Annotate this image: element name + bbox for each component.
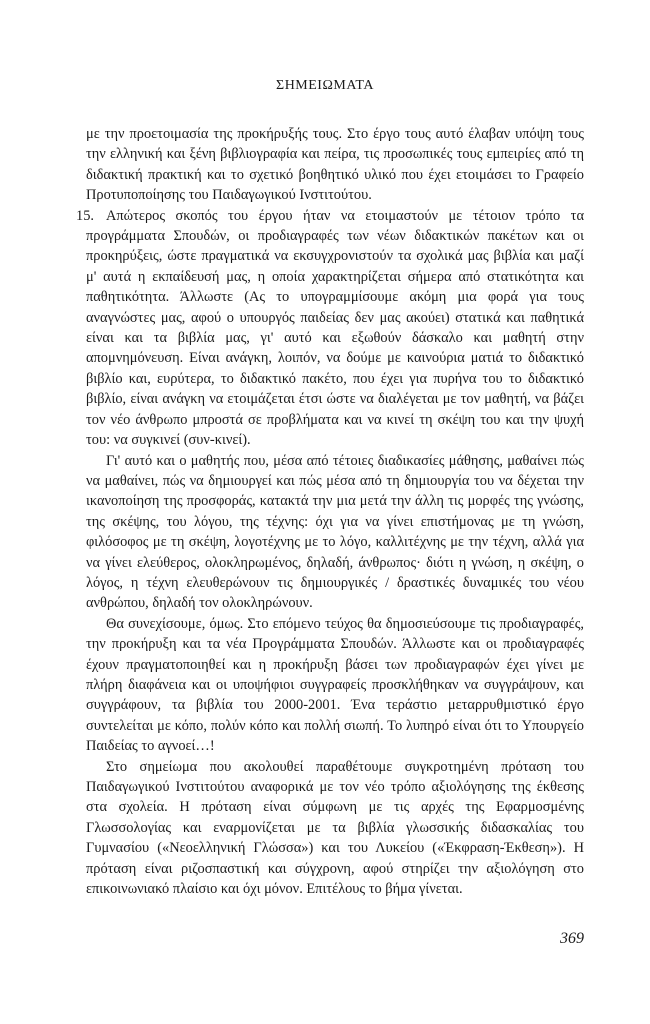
paragraph-continue: Θα συνεχίσουμε, όμως. Στο επόμενο τεύχος θα δημοσιεύσουμε τις προδιαγραφές, την προκήρυξη και τα νέα Προγράμματα Σπουδών. Άλλωστε και οι προδιαγραφές έχουν πραγματοποιηθεί και η προκήρυξη βάσει των προδιαγραφών έχει γίνει με πλήρη διαφάνεια και οι υποψήφιοι συγγραφείς προσκλήθηκαν να συγγράψουν, και συγγράφουν, τα βιβλία του 2000-2001. Ένα τεράστιο μεταρρυθμιστικό έργο συντελείται με κόπο, πολύν κόπο και πολλή σιωπή. Το λυπηρό είναι ότι το Υπουργείο Παιδείας το αγνοεί…! (86, 615, 584, 755)
note-number: 15. (76, 207, 94, 224)
running-header: ΣΗΜΕΙΩΜΑΤΑ (276, 78, 374, 93)
paragraph-continuation: με την προετοιμασία της προκήρυξής τους. Στο έργο τους αυτό έλαβαν υπόψη τους την ελληνική και ξένη βιβλιογραφία και πείρα, τις προσωπικές τους εμπειρίες από τη διδακτική πρακτική και το σχετικό βοηθητικό υλικό που έχει ετοιμάσει το Γραφείο Προτυποποίησης του Παιδαγωγικού Ινστιτούτου. (86, 126, 584, 204)
note-15-paragraph (76, 206, 584, 451)
paragraph-proposal: Στο σημείωμα που ακολουθεί παραθέτουμε συγκροτημένη πρόταση του Παιδαγωγικού Ινστιτούτου αναφορικά με τον νέο τρόπο αξιολόγησης της έκθεσης στα σχολεία. Η πρόταση είναι σύμφωνη με τις αρχές της Εφαρμοσμένης Γλωσσολογίας και εναρμονίζεται με τα βιβλία γλωσσικής διδασκαλίας του Γυμνασίου («Νεοελληνική Γλώσσα») και του Λυκείου («Έκφραση-Έκθεση»). Η πρόταση είναι ριζοσπαστική και σύγχρονη, αφού στηρίζει την αξιολόγηση στο επικοινωνιακό πλαίσιο και όχι μόνον. Επιτέλους το βήμα γίνεται. (86, 758, 584, 898)
paragraph-learning: Γι' αυτό και ο μαθητής που, μέσα από τέτοιες διαδικασίες μάθησης, μαθαίνει πώς να μαθαίνει, πώς να δημιουργεί και πώς μέσα από τη δημιουργία του να δέχεται την ικανοποίηση της προσφοράς, κατακτά την μια μετά την άλλη τις μορφές της γνώσης, της σκέψης, του λόγου, της τέχνης: όχι για να γίνει επιστήμονας με τη γνώση, φιλόσοφος με τη σκέψη, λογοτέχνης με το λόγο, καλλιτέχνης με την τέχνη, αλλά για να γίνει ελεύθερος, ολοκληρωμένος, δηλαδή, άνθρωπος· διότι η γνώση, η σκέψη, ο λόγος, η τέχνη ελευθερώνουν τις δημιουργικές / δραστικές δυναμικές του νέου ανθρώπου, δηλαδή τον ολοκληρώνουν. (86, 452, 584, 612)
note-15-text: Απώτερος σκοπός του έργου ήταν να ετοιμαστούν με τέτοιον τρόπο τα προγράμματα Σπουδών, οι προδιαγραφές των νέων διδακτικών πακέτων και οι προκηρύξεις, ώστε πραγματικά να εκσυγχρονιστούν τα σχολικά μας βιβλία και μαζί μ' αυτά η εκπαίδευσή μας, η οποία χαρακτηρίζεται σήμερα από στατικότητα και παθητικότητα. Άλλωστε (Ας το υπογραμμίσουμε ακόμη μια φορά για τους αναγνώστες μας, αφού ο υπουργός παιδείας δεν μας ακούει) στατικά και παθητικά είναι και τα βιβλία μας, γι' αυτό και εξωθούν δάσκαλο και μαθητή στην απομνημόνευση. Είναι ανάγκη, λοιπόν, να δούμε με καινούρια ματιά το διδακτικό βιβλίο και, ευρύτερα, το διδακτικό πακέτο, που έχει για πυρήνα του το διδακτικό βιβλίο, είναι ανάγκη να ετοιμάζεται έτσι ώστε να διαλέγεται με τον μαθητή, να βάζει τον νέο άνθρωπο μπροστά σε προβλήματα και να κινεί τη σκέψη του και την ψυχή του: να συγκινεί (συν-κινεί). (86, 207, 584, 449)
body-text (76, 124, 584, 899)
page-number: 369 (560, 930, 584, 947)
